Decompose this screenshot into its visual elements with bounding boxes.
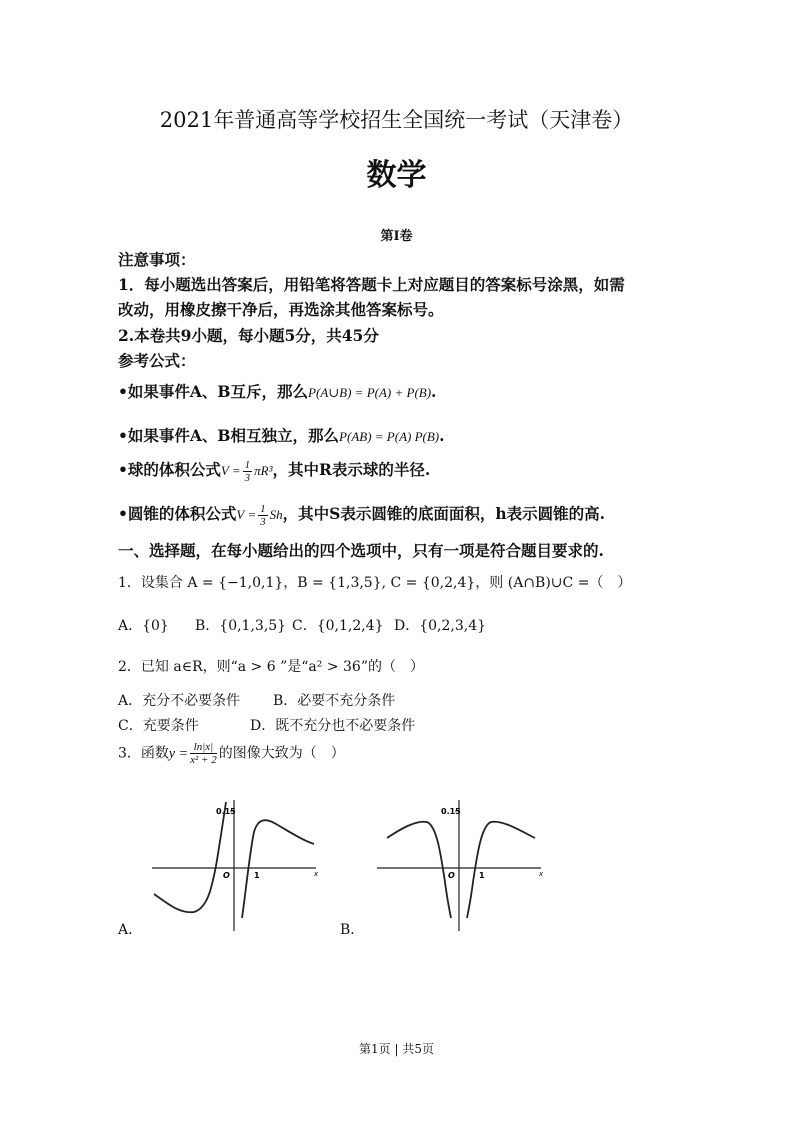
question-2-option-c[interactable]: C．充要条件 — [118, 718, 199, 734]
formula-cone-num: 1 — [260, 502, 266, 515]
formula-independent-text: •如果事件A、B相互独立，那么 — [118, 426, 340, 445]
graph-option-a[interactable] — [150, 798, 325, 933]
formula-cone-text: •圆锥的体积公式 — [118, 504, 237, 523]
formula-exclusive — [118, 380, 436, 402]
graph-a-x-tick: 1 — [254, 871, 260, 880]
question-3-stem-post: 的图像大致为（ ） — [218, 745, 345, 762]
notice-item-2: 2.本卷共9小题，每小题5分，共45分 — [118, 326, 379, 345]
question-3-stem — [118, 741, 345, 766]
formula-sphere-num: 1 — [244, 458, 251, 471]
notice-item-1-line-2: 改动，用橡皮擦干净后，再选涂其他答案标号。 — [118, 300, 444, 319]
graph-b-origin: O — [448, 871, 455, 880]
formula-sphere-lhs: V = — [220, 463, 241, 478]
exam-title: 2021年普通高等学校招生全国统一考试（天津卷） — [159, 108, 634, 132]
question-2-option-b[interactable]: B．必要不充分条件 — [273, 693, 396, 709]
graph-b-curve-left — [387, 822, 451, 918]
volume-label: 第I卷 — [380, 229, 413, 244]
formula-exclusive-math: P(A∪B) = P(A) + P(B) — [308, 385, 432, 400]
question-1-stem: 1．设集合 A = {−1,0,1}，B = {1,3,5}, C = {0,2,4}，则 (A∩B)∪C =（ ） — [118, 575, 632, 591]
question-3-lhs: y = — [168, 746, 189, 762]
formula-independent-end: . — [439, 426, 445, 445]
question-3-num: ln|x| — [190, 741, 217, 754]
formula-sphere-volume — [118, 458, 430, 484]
question-2-stem: 2．已知 a∈R，则“a > 6 ”是“a² > 36”的（ ） — [118, 659, 424, 675]
notice-heading: 注意事项： — [118, 250, 196, 269]
question-2-option-a[interactable]: A．充分不必要条件 — [118, 693, 241, 709]
question-3-option-a-label[interactable]: A． — [118, 922, 143, 938]
formula-independent — [118, 424, 445, 446]
formula-exclusive-text: •如果事件A、B互斥，那么 — [118, 382, 309, 401]
question-3-option-b-label[interactable]: B． — [340, 922, 365, 938]
graph-a-y-tick: 0.15 — [216, 807, 236, 816]
section-heading: 一、选择题，在每小题给出的四个选项中，只有一项是符合题目要求的. — [118, 541, 604, 560]
formula-sphere-den: 3 — [244, 471, 251, 484]
formula-cone-tail: ，其中S表示圆锥的底面面积，h表示圆锥的高. — [282, 504, 606, 523]
formula-cone-volume — [118, 502, 605, 528]
graph-b-curve-right — [467, 822, 535, 918]
question-1-option-a[interactable]: A．{0} — [118, 618, 169, 634]
notice-item-1-line-1: 1．每小题选出答案后，用铅笔将答题卡上对应题目的答案标号涂黑，如需 — [118, 275, 625, 294]
formula-sphere-tail: ，其中R表示球的半径. — [272, 460, 431, 479]
graph-a-curve-right — [242, 820, 314, 918]
page-footer: 第1页 | 共5页 — [359, 1042, 434, 1056]
subject-title: 数学 — [366, 158, 427, 193]
formula-sphere-text: •球的体积公式 — [118, 460, 221, 479]
formula-exclusive-end: . — [431, 382, 437, 401]
formulas-heading: 参考公式： — [118, 351, 196, 370]
formula-cone-den: 3 — [260, 515, 266, 528]
question-1-option-d[interactable]: D．{0,2,3,4} — [394, 618, 487, 634]
formula-cone-rhs: Sh — [269, 507, 283, 522]
graph-a-curve-left — [154, 802, 226, 912]
question-3-den: x² + 2 — [190, 754, 217, 766]
formula-sphere-fraction — [243, 459, 253, 484]
formula-independent-math: P(AB) = P(A) P(B) — [339, 429, 440, 444]
question-1-option-c[interactable]: C．{0,1,2,4} — [292, 618, 384, 634]
graph-option-b[interactable] — [375, 798, 550, 933]
formula-cone-lhs: V = — [236, 507, 257, 522]
question-3-fraction — [190, 741, 217, 766]
formula-cone-fraction — [258, 503, 268, 528]
question-2-option-d[interactable]: D．既不充分也不必要条件 — [250, 718, 416, 734]
graph-a-x-axis-label: x — [314, 870, 319, 878]
graph-b-y-tick: 0.15 — [441, 807, 461, 816]
question-3-stem-pre: 3．函数 — [118, 745, 169, 762]
graph-b-x-axis-label: x — [539, 870, 544, 878]
formula-sphere-rhs: πR³ — [254, 463, 273, 478]
question-1-option-b[interactable]: B．{0,1,3,5} — [195, 618, 287, 634]
graph-a-origin: O — [223, 871, 230, 880]
graph-b-x-tick: 1 — [479, 871, 485, 880]
